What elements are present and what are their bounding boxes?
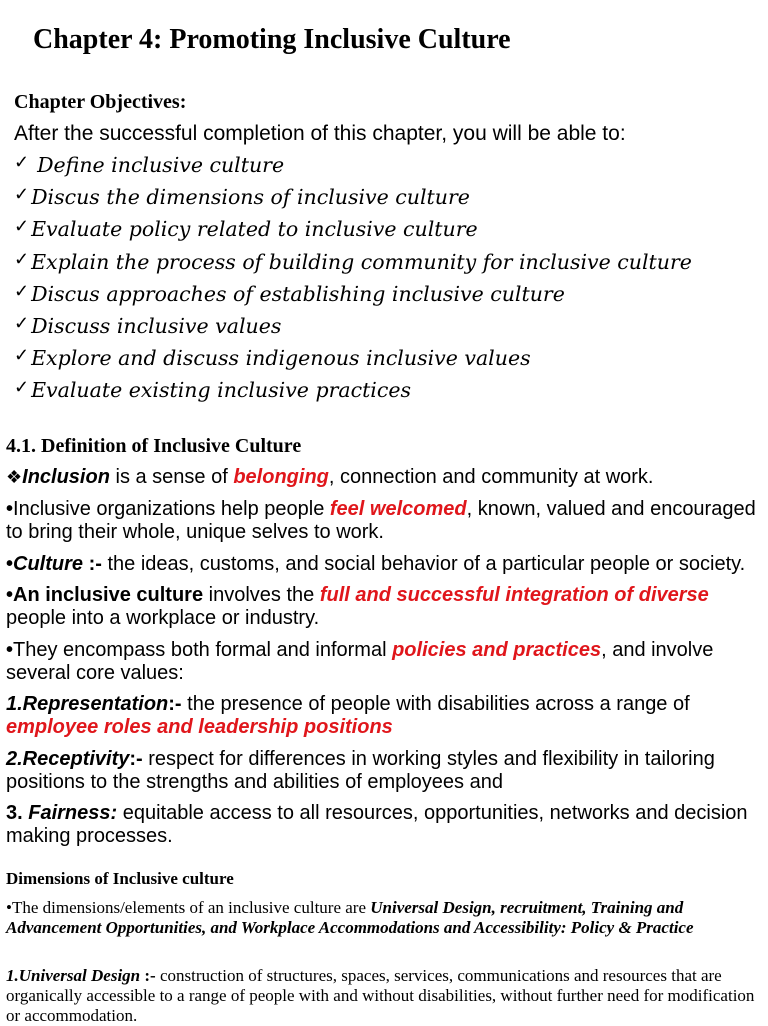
bullet-icon: • — [6, 553, 14, 575]
checkmark-icon: ✓ — [14, 248, 30, 270]
checkmark-icon: ✓ — [14, 184, 30, 206]
highlight: feel welcomed — [329, 498, 467, 520]
section-heading-definition: 4.1. Definition of Inclusive Culture — [6, 435, 302, 457]
term-number: 3. — [6, 802, 29, 824]
bullet-icon: • — [6, 898, 12, 917]
highlight: policies and practices — [392, 639, 602, 661]
dimensions-list: Universal Design, recruitment, Training and Advancement Opportunities, and Workplace Accommodations and Accessibility: Policy & Practice — [6, 898, 694, 937]
bullet-icon: • — [6, 498, 14, 520]
checkmark-icon: ✓ — [14, 345, 30, 367]
culture-paragraph: •Culture :- the ideas, customs, and social behavior of a particular people or society. — [6, 553, 746, 575]
checkmark-icon: ✓ — [14, 280, 30, 302]
objective-item: ✓Discus the dimensions of inclusive culture — [14, 184, 470, 210]
objectives-intro: After the successful completion of this chapter, you will be able to: — [14, 122, 626, 145]
highlight: full and successful integration of diverse — [319, 584, 709, 606]
value-receptivity: 2.Receptivity:- respect for differences in working styles and flexibility in tailoring positions to the strengths and abilities of employees and — [6, 748, 715, 793]
objectives-heading: Chapter Objectives: — [14, 91, 187, 113]
bullet-icon: • — [6, 584, 14, 606]
term: 2.Receptivity — [6, 748, 130, 770]
term: Fairness: — [28, 802, 118, 824]
dimensions-intro: •The dimensions/elements of an inclusive culture are Universal Design, recruitment, Training and Advancement Opportunities, and Workplace Accommodations and Accessibility: Policy & Practice — [6, 898, 694, 937]
highlight: employee roles and leadership positions — [6, 716, 393, 738]
inclusive-culture-paragraph: •An inclusive culture involves the full and successful integration of diverse people into a workplace or industry. — [6, 584, 709, 629]
checkmark-icon: ✓ — [14, 377, 30, 399]
objective-item: ✓Discus approaches of establishing inclusive culture — [14, 280, 565, 306]
term: Inclusion — [22, 466, 110, 488]
bullet-icon: • — [6, 639, 14, 661]
term: 1.Representation — [6, 693, 169, 715]
term: 1.Universal Design — [6, 966, 141, 985]
objective-item: ✓Discuss inclusive values — [14, 312, 282, 338]
objective-item: ✓Explore and discuss indigenous inclusive values — [14, 345, 531, 371]
chapter-title: Chapter 4: Promoting Inclusive Culture — [33, 24, 511, 55]
objective-item: ✓ Define inclusive culture — [14, 152, 285, 177]
highlight: belonging — [233, 466, 329, 488]
diamond-bullet-icon: ❖ — [6, 467, 23, 487]
checkmark-icon: ✓ — [14, 216, 30, 238]
inclusion-paragraph: ❖Inclusion is a sense of belonging, connection and community at work. — [6, 466, 654, 488]
value-fairness: 3. Fairness: equitable access to all resources, opportunities, networks and decision making processes. — [6, 802, 748, 847]
objectives-list — [14, 152, 692, 410]
objective-item: ✓Evaluate policy related to inclusive culture — [14, 216, 478, 242]
term: An inclusive culture — [13, 584, 204, 606]
universal-design-paragraph: 1.Universal Design :- construction of structures, spaces, services, communications and resources that are organically accessible to a range of people with and without disabilities, without further need for modification or accommodation. — [6, 966, 755, 1025]
objective-item: ✓Explain the process of building community for inclusive culture — [14, 248, 692, 274]
checkmark-icon: ✓ — [14, 312, 30, 334]
term: Culture — [13, 553, 84, 575]
value-representation: 1.Representation:- the presence of people with disabilities across a range of employee roles and leadership positions — [6, 693, 690, 738]
objective-item: ✓Evaluate existing inclusive practices — [14, 377, 411, 403]
organizations-paragraph: •Inclusive organizations help people feel welcomed, known, valued and encouraged to bring their whole, unique selves to work. — [6, 498, 756, 543]
section-heading-dimensions: Dimensions of Inclusive culture — [6, 869, 234, 888]
checkmark-icon: ✓ — [14, 152, 30, 173]
policies-paragraph: •They encompass both formal and informal policies and practices, and involve several core values: — [6, 639, 714, 684]
